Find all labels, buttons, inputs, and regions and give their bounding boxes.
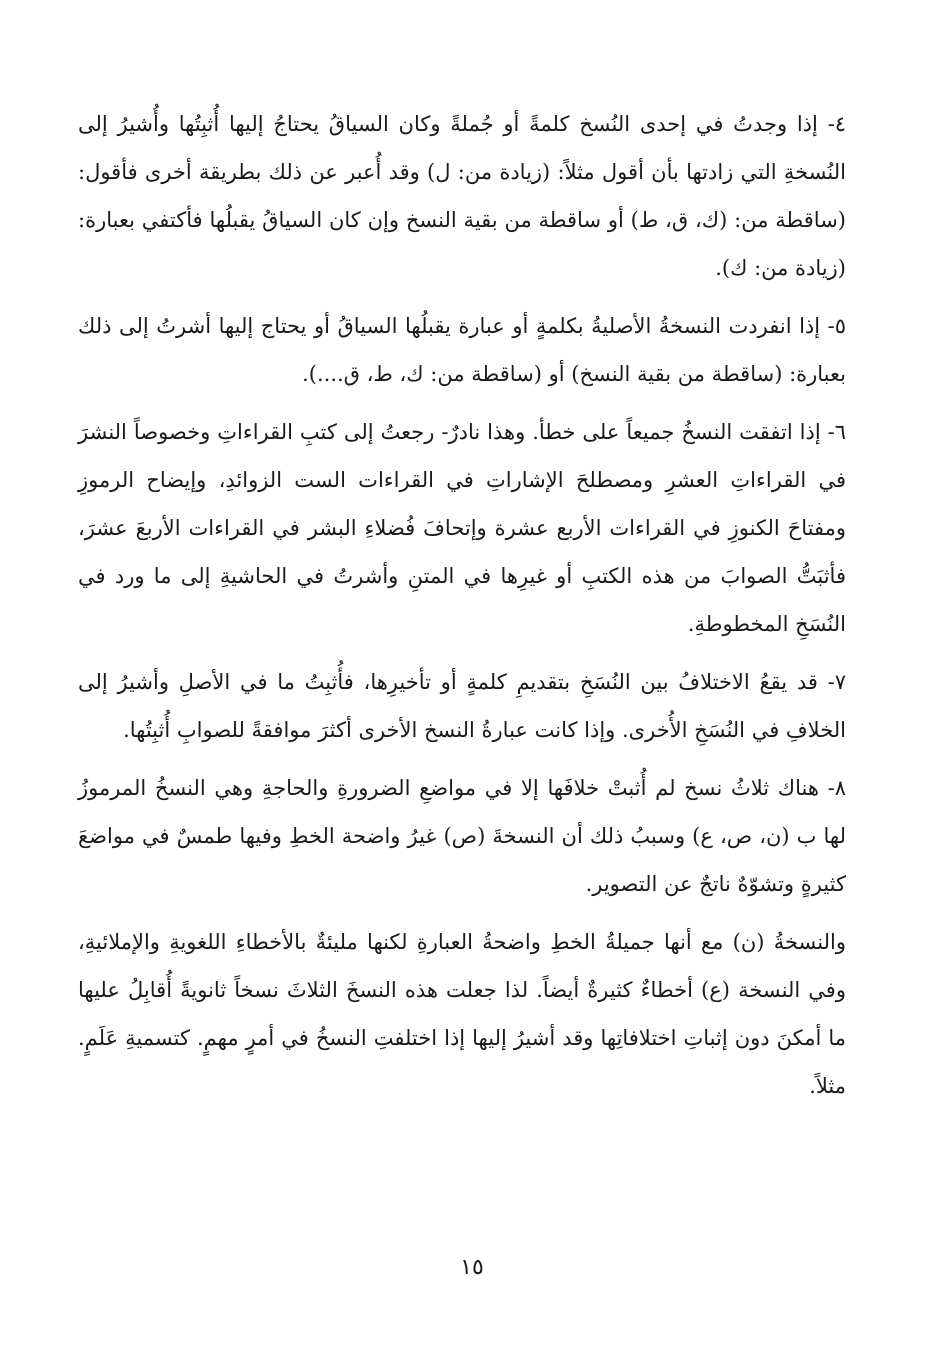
paragraph-note: والنسخةُ (ن) مع أنها جميلةُ الخطِ واضحةُ العبارةِ لكنها مليئةٌ بالأخطاءِ اللغويةِ والإملائيةِ، وفي النسخة (ع) أخطاءٌ كثيرةٌ أيضاً. لذا جعلت هذه النسخَ الثلاثَ نسخاً ثانويةً أُقابِلُ عليها ما أمكنَ دون إثباتِ اختلافاتِها وقد أشيرُ إليها إذا اختلفتِ النسخُ في أمرٍ مهمٍ. كتسميةِ عَلَمٍ. مثلاً. <box>78 930 846 1098</box>
paragraph-item-8: ٨- هناك ثلاثُ نسخ لم أُثبتْ خلافَها إلا في مواضعِ الضرورةِ والحاجةِ وهي النسخُ المرموزُ لها ب (ن، ص، ع) وسببُ ذلك أن النسخةَ (ص) غيرُ واضحة الخطِ وفيها طمسٌ في مواضعَ كثيرةٍ وتشوّهٌ ناتجٌ عن التصوير. <box>78 776 846 896</box>
page-number: ١٥ <box>460 1255 484 1280</box>
paragraph-item-7: ٧- قد يقعُ الاختلافُ بين النُسَخِ بتقديمِ كلمةٍ أو تأخيرِها، فأُثبِتُ ما في الأصلِ وأشيرُ إلى الخلافِ في النُسَخِ الأُخرى. وإذا كانت عبارةُ النسخ الأخرى أكثرَ موافقةً للصوابِ أُثبِتُها. <box>78 670 846 742</box>
paragraph-item-5: ٥- إذا انفردت النسخةُ الأصليةُ بكلمةٍ أو عبارة يقبلُها السياقُ أو يحتاج إليها أشرتُ إلى ذلك بعبارة: (ساقطة من بقية النسخ) أو (ساقطة من: ك، ط، ق....). <box>78 314 847 386</box>
paragraph-item-6: ٦- إذا اتفقت النسخُ جميعاً على خطأ. وهذا نادرٌ- رجعتُ إلى كتبِ القراءاتِ وخصوصاً النشرَ في القراءاتِ العشرِ ومصطلحَ الإشاراتِ في القراءات الست الزوائدِ، وإيضاح الرموزِ ومفتاحَ الكنوزِ في القراءات الأربع عشرة وإتحافَ فُضلاءِ البشر في القراءات الأربعَ عشرَ، فأثبَتُّ الصوابَ من هذه الكتبِ أو غيرِها في المتنِ وأشرتُ في الحاشيةِ إلى ما ورد في النُسَخِ المخطوطةِ. <box>78 420 846 636</box>
paragraph-item-4: ٤- إذا وجدتُ في إحدى النُسخ كلمةً أو جُملةً وكان السياقُ يحتاجُ إليها أُثبِتُها وأُشيرُ إلى النُسخةِ التي زادتها بأن أقول مثلاً: (زيادة من: ل) وقد أُعبر عن ذلك بطريقة أخرى فأقول: (ساقطة من: (ك، ق، ط) أو ساقطة من بقية النسخ وإن كان السياقُ يقبلُها فأكتفي بعبارة: (زيادة من: ك). <box>78 112 846 280</box>
document-body <box>78 100 846 1120</box>
